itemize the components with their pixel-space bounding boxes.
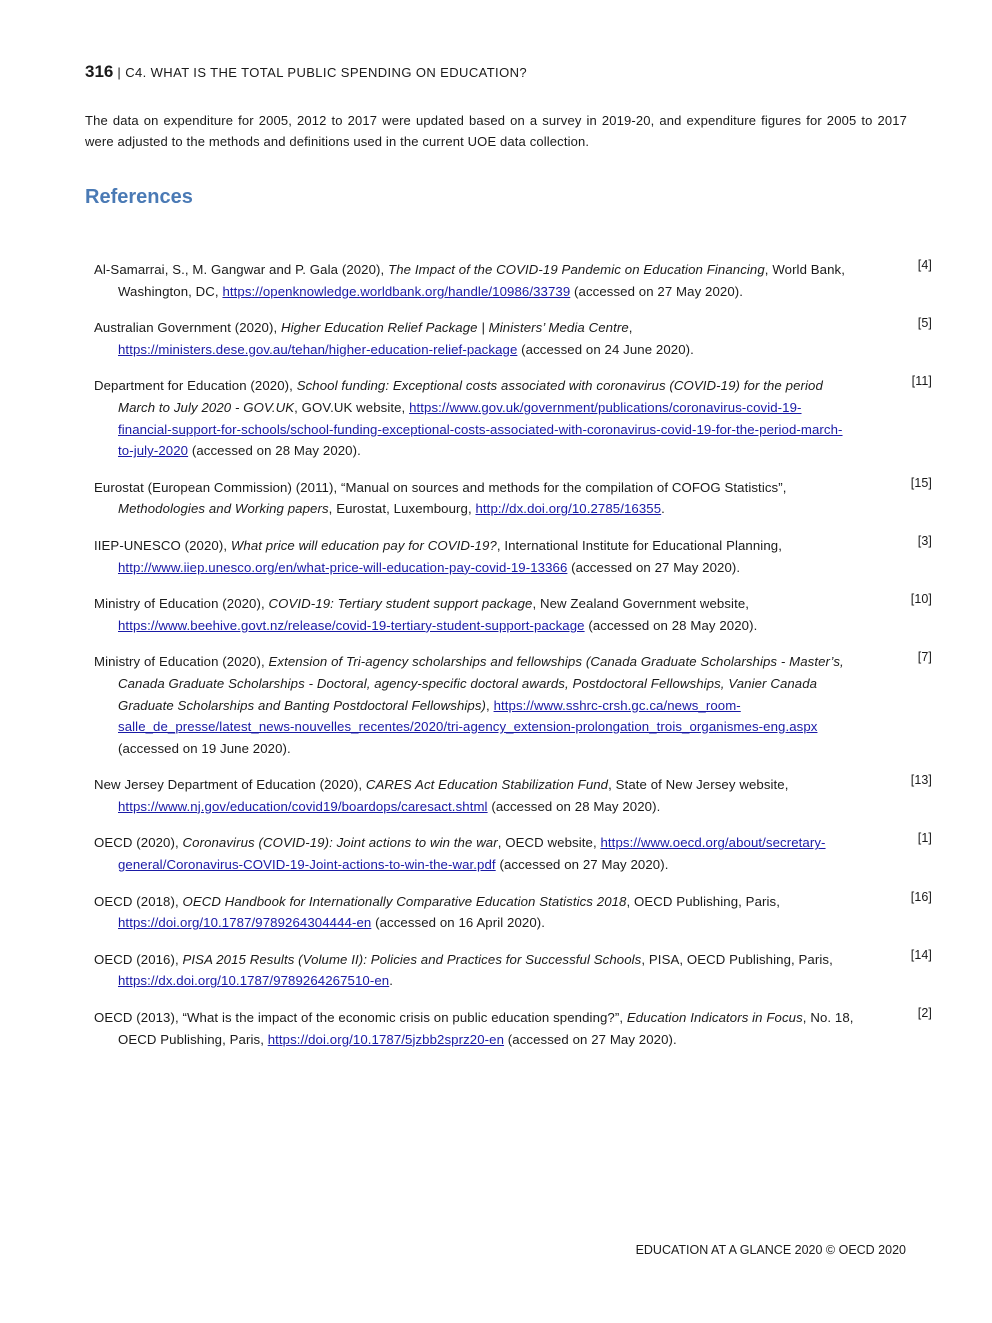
reference-item bbox=[94, 374, 932, 461]
reference-number: [10] bbox=[910, 592, 932, 607]
reference-title: School funding: Exceptional costs associated with coronavirus (COVID-19) for the period March to July 2020 - GOV.UK bbox=[118, 378, 823, 415]
page-number: 316 bbox=[85, 62, 114, 81]
reference-authors: Ministry of Education (2020), bbox=[94, 654, 269, 670]
reference-item bbox=[94, 773, 932, 817]
reference-accessed: (accessed on 28 May 2020). bbox=[584, 617, 758, 633]
reference-number: [7] bbox=[917, 650, 932, 665]
reference-publisher: , New Zealand Government website, bbox=[532, 596, 750, 612]
reference-authors: Ministry of Education (2020), bbox=[94, 596, 269, 612]
reference-authors: Department for Education (2020), bbox=[94, 378, 297, 394]
reference-number: [4] bbox=[917, 258, 932, 272]
reference-title: COVID-19: Tertiary student support package bbox=[268, 596, 533, 612]
reference-accessed: (accessed on 28 May 2020). bbox=[487, 798, 661, 814]
reference-link[interactable]: http://dx.doi.org/10.2785/16355 bbox=[475, 501, 662, 517]
reference-authors: New Jersey Department of Education (2020), bbox=[94, 777, 366, 793]
reference-accessed: (accessed on 24 June 2020). bbox=[517, 341, 694, 357]
reference-accessed: (accessed on 27 May 2020). bbox=[567, 559, 741, 575]
reference-link[interactable]: https://doi.org/10.1787/5jzbb2sprz20-en bbox=[267, 1031, 505, 1047]
reference-publisher: , World Bank, Washington, DC, bbox=[118, 262, 846, 299]
reference-title: Higher Education Relief Package | Ministers’ Media Centre bbox=[280, 320, 629, 336]
reference-publisher: , OECD website, bbox=[497, 835, 601, 851]
reference-publisher: , bbox=[486, 697, 494, 713]
reference-item bbox=[94, 533, 932, 578]
reference-number: [16] bbox=[910, 889, 932, 904]
reference-authors: Eurostat (European Commission) (2011), “Manual on sources and methods for the compilation of COFOG Statistics”, bbox=[94, 479, 787, 495]
reference-item bbox=[94, 475, 932, 520]
reference-number: [11] bbox=[911, 374, 932, 389]
reference-number: [1] bbox=[917, 831, 932, 846]
chapter-title: C4. WHAT IS THE TOTAL PUBLIC SPENDING ON EDUCATION? bbox=[125, 65, 527, 80]
running-header bbox=[85, 62, 527, 82]
reference-number: [3] bbox=[917, 533, 932, 548]
reference-publisher: , bbox=[628, 320, 633, 336]
page-footer: EDUCATION AT A GLANCE 2020 © OECD 2020 bbox=[635, 1243, 906, 1257]
reference-item bbox=[94, 831, 932, 875]
reference-item bbox=[94, 316, 932, 360]
references-heading: References bbox=[85, 186, 193, 208]
reference-number: [5] bbox=[917, 316, 932, 331]
reference-number: [13] bbox=[910, 773, 932, 788]
reference-authors: OECD (2016), bbox=[94, 951, 183, 967]
reference-publisher: , No. 18, OECD Publishing, Paris, bbox=[118, 1010, 854, 1047]
reference-authors: Australian Government (2020), bbox=[94, 320, 281, 336]
reference-link[interactable]: https://www.gov.uk/government/publications/coronavirus-covid-19-financial-support-for-schools/school-funding-exceptional-costs-associated-with-coronavirus-covid-19-for-the-period-march-to-july-2020 bbox=[118, 399, 843, 459]
reference-link[interactable]: https://www.oecd.org/about/secretary-general/Coronavirus-COVID-19-Joint-actions-to-win-the-war.pdf bbox=[118, 835, 826, 873]
reference-accessed: (accessed on 27 May 2020). bbox=[504, 1031, 677, 1047]
reference-accessed: . bbox=[661, 501, 665, 517]
reference-title: Coronavirus (COVID-19): Joint actions to win the war bbox=[182, 835, 498, 851]
reference-link[interactable]: https://www.sshrc-crsh.gc.ca/news_room-salle_de_presse/latest_news-nouvelles_recentes/2020/tri-agency_extension-prolongation_trois_organismes-eng.aspx bbox=[118, 697, 818, 735]
reference-title: OECD Handbook for Internationally Comparative Education Statistics 2018 bbox=[182, 893, 627, 909]
reference-authors: IIEP-UNESCO (2020), bbox=[94, 537, 231, 553]
reference-publisher: , International Institute for Educational Planning, bbox=[496, 537, 782, 553]
reference-authors: OECD (2020), bbox=[94, 835, 183, 851]
reference-link[interactable]: http://www.iiep.unesco.org/en/what-price-will-education-pay-covid-19-13366 bbox=[118, 559, 568, 575]
reference-accessed: (accessed on 16 April 2020). bbox=[371, 915, 546, 931]
reference-title: What price will education pay for COVID-19? bbox=[230, 537, 497, 553]
references-list bbox=[94, 258, 932, 1065]
reference-publisher: , Eurostat, Luxembourg, bbox=[328, 501, 476, 517]
reference-link[interactable]: https://dx.doi.org/10.1787/9789264267510-en bbox=[118, 973, 390, 989]
reference-accessed: (accessed on 27 May 2020). bbox=[495, 857, 669, 873]
reference-authors: Al-Samarrai, S., M. Gangwar and P. Gala (2020), bbox=[94, 262, 389, 277]
reference-authors: OECD (2018), bbox=[94, 893, 183, 909]
reference-publisher: , OECD Publishing, Paris, bbox=[626, 893, 780, 909]
reference-accessed: (accessed on 19 June 2020). bbox=[118, 740, 291, 756]
intro-paragraph: The data on expenditure for 2005, 2012 to 2017 were updated based on a survey in 2019-20, and expenditure figures for 2005 to 2017 were adjusted to the methods and definitions used in the current UOE data collection. bbox=[85, 113, 907, 149]
reference-item bbox=[94, 650, 932, 759]
reference-publisher: , PISA, OECD Publishing, Paris, bbox=[641, 951, 833, 967]
reference-item bbox=[94, 889, 932, 934]
reference-link[interactable]: https://doi.org/10.1787/9789264304444-en bbox=[118, 915, 372, 931]
reference-number: [2] bbox=[917, 1006, 932, 1021]
reference-link[interactable]: https://www.nj.gov/education/covid19/boardops/caresact.shtml bbox=[118, 798, 488, 814]
reference-item bbox=[94, 258, 932, 302]
reference-number: [14] bbox=[910, 947, 932, 962]
reference-number: [15] bbox=[910, 475, 932, 490]
reference-title: Education Indicators in Focus bbox=[626, 1010, 803, 1026]
reference-accessed: (accessed on 28 May 2020). bbox=[188, 443, 361, 459]
reference-accessed: . bbox=[389, 973, 393, 989]
reference-publisher: , GOV.UK website, bbox=[294, 399, 410, 415]
reference-link[interactable]: https://www.beehive.govt.nz/release/covid-19-tertiary-student-support-package bbox=[118, 617, 585, 633]
reference-title: CARES Act Education Stabilization Fund bbox=[365, 777, 609, 793]
header-separator: | bbox=[117, 65, 122, 80]
reference-publisher: , State of New Jersey website, bbox=[608, 777, 789, 793]
reference-item bbox=[94, 592, 932, 636]
reference-link[interactable]: https://openknowledge.worldbank.org/handle/10986/33739 bbox=[222, 283, 571, 299]
reference-item bbox=[94, 1006, 932, 1050]
reference-accessed: (accessed on 27 May 2020). bbox=[570, 283, 744, 299]
reference-authors: OECD (2013), “What is the impact of the economic crisis on public education spending?”, bbox=[94, 1010, 627, 1026]
reference-title: The Impact of the COVID-19 Pandemic on Education Financing bbox=[388, 262, 765, 277]
reference-title: PISA 2015 Results (Volume II): Policies and Practices for Successful Schools bbox=[182, 951, 642, 967]
reference-link[interactable]: https://ministers.dese.gov.au/tehan/higher-education-relief-package bbox=[118, 341, 518, 357]
reference-title: Methodologies and Working papers bbox=[118, 501, 329, 517]
reference-item bbox=[94, 947, 932, 992]
reference-title: Extension of Tri-agency scholarships and fellowships (Canada Graduate Scholarships - Master’s, Canada Graduate Scholarships - Doctoral, agency-specific doctoral awards, Postdoctoral Fellowships, Vanier Canada Graduate Scholarships and Banting Postdoctoral Fellowships) bbox=[118, 654, 844, 713]
